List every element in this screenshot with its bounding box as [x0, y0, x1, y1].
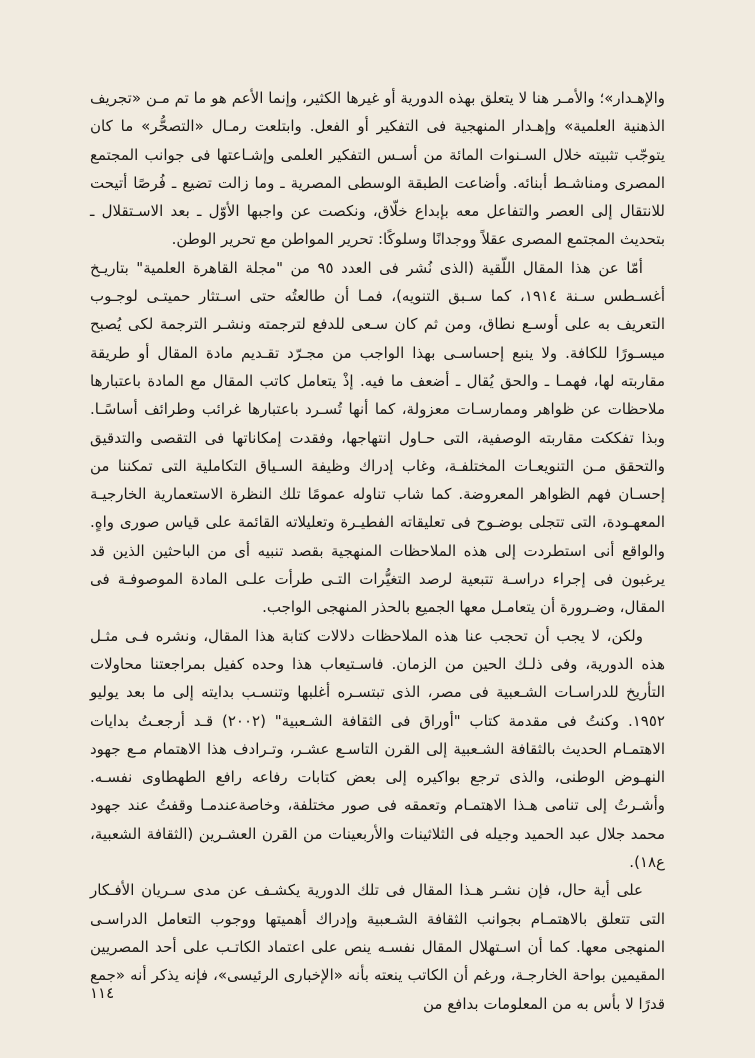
article-body — [90, 84, 665, 1018]
paragraph-3: ولكن، لا يجب أن تحجب عنا هذه الملاحظات دلالات كتابة هذا المقال، ونشره فـى مثـل هذه الدورية، وفى ذلـك الحين من الزمان. فاسـتيعاب هذا وحده كفيل بمراجعتنا محاولات التأريخ للدراسـات الشـعبية فى مصر، الذى تبتسـره أغلبها وتنسـب بدايته إلى ما بعد يوليو ١٩٥٢. وكنتُ فى مقدمة كتاب "أوراق فى الثقافة الشـعبية" (٢٠٠٢) قـد أرجعـتُ بدايات الاهتمـام الحديث بالثقافة الشـعبية إلى القرن التاسـع عشـر، وتـرادف هذا الاهتمام مـع جهود النهـوض الوطنى، والذى ترجع بواكيره إلى بعض كتابات رفاعه رافع الطهطاوى نفسـه. وأشـرتُ إلى تنامى هـذا الاهتمـام وتعمقه فى صور مختلفة، وخاصةعندمـا وقفتُ عند جهود محمد جلال عبد الحميد وجيله فى الثلاثينات والأربعينات من القرن العشـرين (الثقافة الشعبية، ع١٨). — [90, 626, 665, 872]
page-number: ١١٤ — [90, 984, 115, 1002]
paragraph-2: أمّا عن هذا المقال اللّقية (الذى نُشر فى العدد ٩٥ من "مجلة القاهرة العلمية" بتاريـخ أغسـطس سـنة ١٩١٤، كما سـبق التنويه)، فمـا أن طالعتُه حتى اسـتثار حميتـى لوجـوب التعريف به على أوسـع نطاق، ومن ثم كان سـعى للدفع لترجمته ونشـر الترجمة لكى يُصبح ميسـورًا للكافة. ولا ينبع إحساسـى بهذا الواجب من مجـرّد تقـديم مادة المقال أو طريقة مقاربته لها، فهمـا ـ والحق يُقال ـ أضعف ما فيه. إذْ يتعامل كاتب المقال مع المادة باعتبارها ملاحظات عن ظواهر وممارسـات معزولة، كما أنها تُسـرد باعتبارها غرائب وطرائف أساسًـا. وبذا تفككت مقاربته الوصفية، التى حـاول انتهاجها، وفقدت إمكاناتها فى التقصى والتدقيق والتحقق مـن التنويعـات المختلفـة، وغاب إدراك وظيفة السـياق التكاملية التى تمكننا من إحسـان فهم الظواهر المعروضة. كما شاب تناوله عمومًا تلك النظرة الاستعمارية الخارجيـة المعهـودة، التى تتجلى بوضـوح فى تعليقاته الفطيـرة وتعليلاته القائمة على قياس صورى واهٍ. والواقع أنى استطردت إلى هذه الملاحظات المنهجية بقصد تنبيه أى من الباحثين الذين قد يرغبون فى إجراء دراسـة تتبعية لرصد التغيُّرات التـى طرأت علـى المادة الموصوفـة فى المقال، وضـرورة أن يتعامـل معها الجميع بالحذر المنهجى الواجب. — [90, 258, 665, 617]
paragraph-4: على أية حال، فإن نشـر هـذا المقال فى تلك الدورية يكشـف عن مدى سـريان الأفـكار التى تتعلق بالاهتمـام بجوانب الثقافة الشـعبية وإدراك أهميتها ووجوب التعامل الدراسـى المنهجى معها. كما أن اسـتهلال المقال نفسـه ينص على اعتماد الكاتـب على أحد المصريين المقيمين بواحة الخارجـة، ورغم أن الكاتب ينعته بأنه «الإخبارى الرئيسى»، فإنه يذكر أنه «جمع قدرًا لا بأس به من المعلومات بدافع من — [90, 881, 665, 1013]
paragraph-1: والإهـدار»؛ والأمـر هنا لا يتعلق بهذه الدورية أو غيرها الكثير، وإنما الأعم هو ما تم مـن «تجريف الذهنية العلمية» وإهـدار المنهجية فى التفكير أو الفعل. وابتلعت رمـال «التصحُّر» ما كان يتوجّب تثبيته خلال السـنوات المائة من أسـس التفكير العلمى وإشـاعتها فى جوانب المجتمع المصرى ومناشـط أبنائه. وأضاعت الطبقة الوسطى المصرية ـ وما زالت تضيع ـ فُرصًا أتيحت للانتقال إلى العصر والتفاعل معه بإبداع خلّاق، ونكصت عن واجبها الأوّل ـ بعد الاسـتقلال ـ بتحديث المجتمع المصرى عقلاً ووجدانًا وسلوكًا: تحرير المواطن مع تحرير الوطن. — [90, 89, 665, 249]
